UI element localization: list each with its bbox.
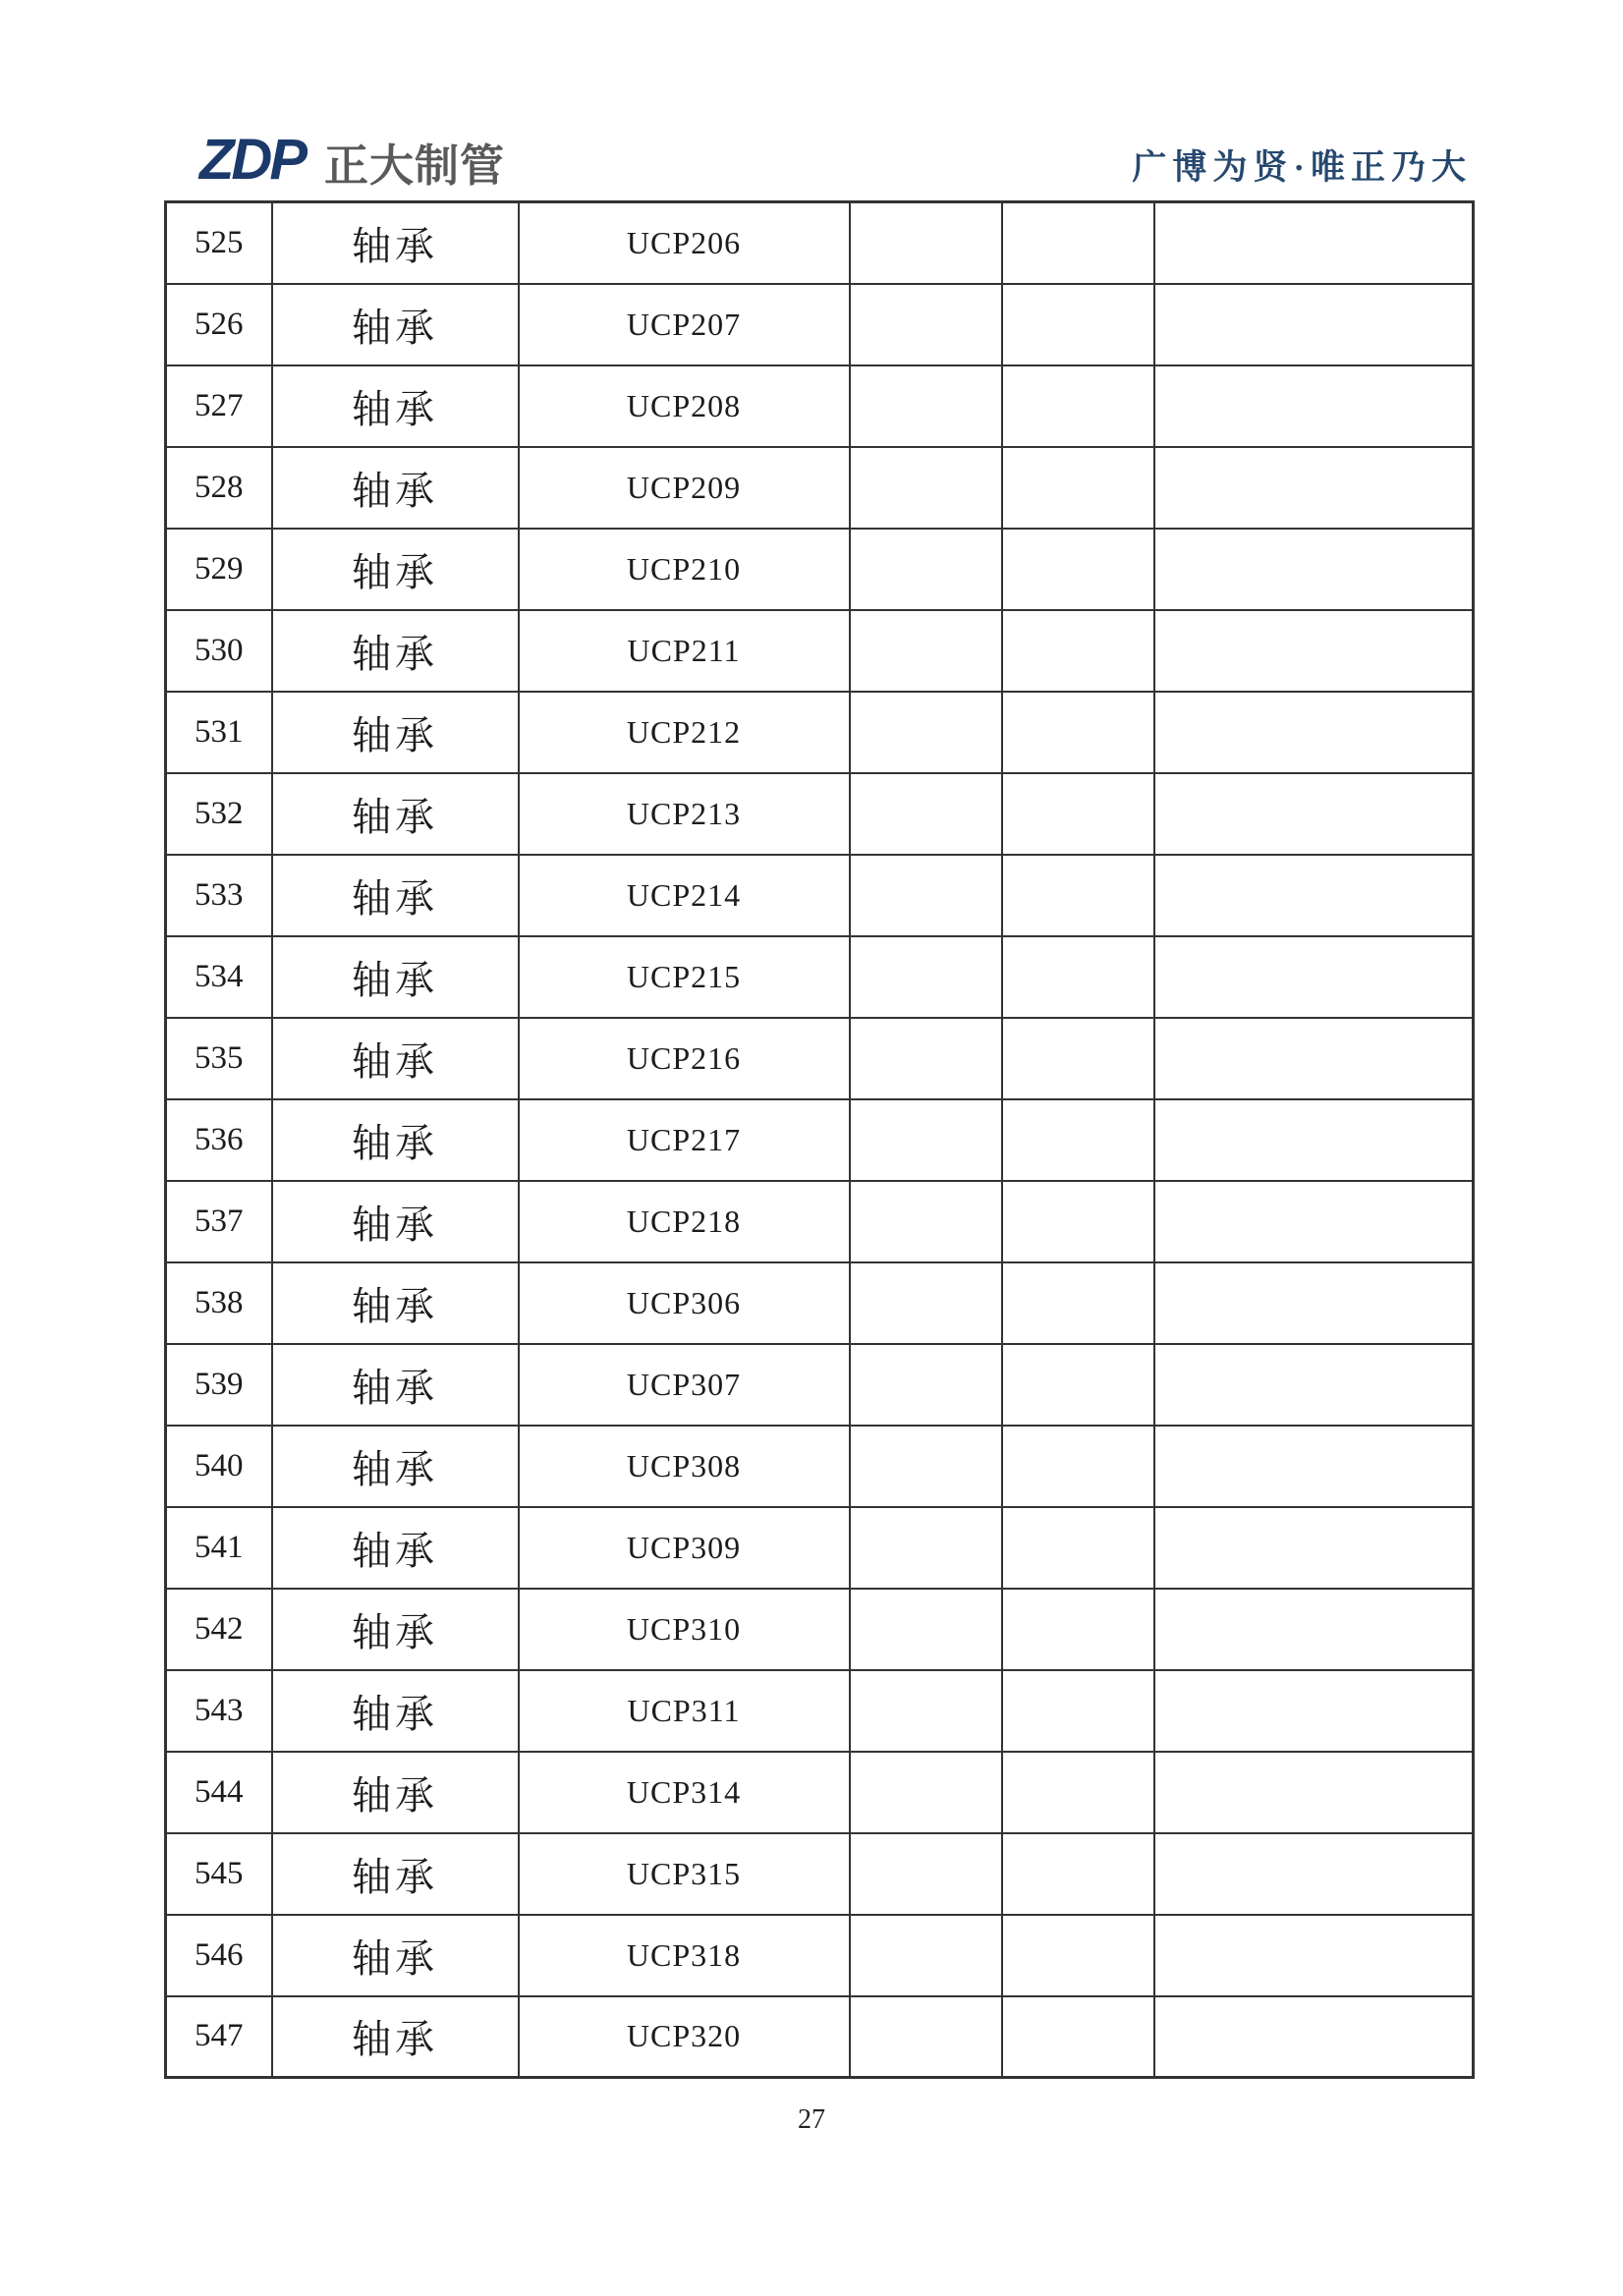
row-empty-cell xyxy=(1002,202,1154,284)
row-empty-cell xyxy=(850,1018,1002,1099)
row-empty-cell xyxy=(1154,1344,1474,1426)
row-serial: 536 xyxy=(166,1099,272,1181)
row-name: 轴承 xyxy=(272,284,519,365)
row-serial: 529 xyxy=(166,529,272,610)
row-name: 轴承 xyxy=(272,529,519,610)
row-name: 轴承 xyxy=(272,1670,519,1752)
table-row xyxy=(166,1018,1474,1099)
row-empty-cell xyxy=(850,936,1002,1018)
row-empty-cell xyxy=(1002,692,1154,773)
row-model: UCP314 xyxy=(519,1752,850,1833)
row-serial: 533 xyxy=(166,855,272,936)
table-row xyxy=(166,1670,1474,1752)
row-name: 轴承 xyxy=(272,936,519,1018)
row-empty-cell xyxy=(850,1752,1002,1833)
row-serial: 534 xyxy=(166,936,272,1018)
row-empty-cell xyxy=(1002,284,1154,365)
row-empty-cell xyxy=(1002,1752,1154,1833)
row-name: 轴承 xyxy=(272,1833,519,1915)
row-model: UCP311 xyxy=(519,1670,850,1752)
row-serial: 531 xyxy=(166,692,272,773)
row-empty-cell xyxy=(1002,1833,1154,1915)
row-name: 轴承 xyxy=(272,1018,519,1099)
row-empty-cell xyxy=(850,1833,1002,1915)
row-empty-cell xyxy=(850,1915,1002,1996)
table-row xyxy=(166,610,1474,692)
row-empty-cell xyxy=(850,1099,1002,1181)
row-empty-cell xyxy=(1002,1507,1154,1589)
row-empty-cell xyxy=(850,1181,1002,1262)
page-number: 27 xyxy=(798,2104,825,2135)
row-model: UCP209 xyxy=(519,447,850,529)
row-name: 轴承 xyxy=(272,1507,519,1589)
row-empty-cell xyxy=(1154,1181,1474,1262)
table-row xyxy=(166,1589,1474,1670)
row-name: 轴承 xyxy=(272,365,519,447)
row-empty-cell xyxy=(1154,1262,1474,1344)
row-empty-cell xyxy=(1002,1426,1154,1507)
row-name: 轴承 xyxy=(272,1099,519,1181)
row-serial: 543 xyxy=(166,1670,272,1752)
table-row xyxy=(166,284,1474,365)
row-model: UCP212 xyxy=(519,692,850,773)
table-row xyxy=(166,1833,1474,1915)
table-row xyxy=(166,1262,1474,1344)
row-empty-cell xyxy=(850,1589,1002,1670)
row-model: UCP216 xyxy=(519,1018,850,1099)
row-empty-cell xyxy=(1154,610,1474,692)
row-name: 轴承 xyxy=(272,1344,519,1426)
table-row xyxy=(166,1996,1474,2078)
row-empty-cell xyxy=(1002,529,1154,610)
row-name: 轴承 xyxy=(272,202,519,284)
row-model: UCP210 xyxy=(519,529,850,610)
company-name-text: 正大制管 xyxy=(324,140,506,192)
company-logo xyxy=(199,128,506,192)
row-model: UCP208 xyxy=(519,365,850,447)
row-empty-cell xyxy=(1002,936,1154,1018)
row-serial: 532 xyxy=(166,773,272,855)
row-name: 轴承 xyxy=(272,1262,519,1344)
row-model: UCP206 xyxy=(519,202,850,284)
row-name: 轴承 xyxy=(272,610,519,692)
table-row xyxy=(166,447,1474,529)
row-empty-cell xyxy=(850,1996,1002,2078)
row-serial: 546 xyxy=(166,1915,272,1996)
row-empty-cell xyxy=(1154,1507,1474,1589)
row-serial: 528 xyxy=(166,447,272,529)
row-name: 轴承 xyxy=(272,1996,519,2078)
row-model: UCP211 xyxy=(519,610,850,692)
row-empty-cell xyxy=(850,1262,1002,1344)
row-serial: 530 xyxy=(166,610,272,692)
parts-table xyxy=(164,200,1475,2079)
row-model: UCP307 xyxy=(519,1344,850,1426)
row-model: UCP207 xyxy=(519,284,850,365)
row-model: UCP310 xyxy=(519,1589,850,1670)
row-empty-cell xyxy=(1002,773,1154,855)
table-row xyxy=(166,1915,1474,1996)
row-empty-cell xyxy=(850,365,1002,447)
row-serial: 544 xyxy=(166,1752,272,1833)
row-model: UCP309 xyxy=(519,1507,850,1589)
row-empty-cell xyxy=(850,1426,1002,1507)
table-row xyxy=(166,1426,1474,1507)
row-empty-cell xyxy=(850,202,1002,284)
table-row xyxy=(166,936,1474,1018)
row-name: 轴承 xyxy=(272,1589,519,1670)
row-serial: 541 xyxy=(166,1507,272,1589)
table-row xyxy=(166,773,1474,855)
row-model: UCP315 xyxy=(519,1833,850,1915)
row-empty-cell xyxy=(850,1344,1002,1426)
row-empty-cell xyxy=(1002,1996,1154,2078)
row-serial: 539 xyxy=(166,1344,272,1426)
row-empty-cell xyxy=(1154,447,1474,529)
row-model: UCP215 xyxy=(519,936,850,1018)
row-name: 轴承 xyxy=(272,855,519,936)
row-model: UCP217 xyxy=(519,1099,850,1181)
row-empty-cell xyxy=(1154,936,1474,1018)
row-serial: 547 xyxy=(166,1996,272,2078)
row-name: 轴承 xyxy=(272,773,519,855)
zdp-logo-text: ZDP xyxy=(199,128,305,192)
row-empty-cell xyxy=(1154,202,1474,284)
row-model: UCP213 xyxy=(519,773,850,855)
row-empty-cell xyxy=(1002,1018,1154,1099)
page-header xyxy=(199,128,1472,192)
row-empty-cell xyxy=(850,1670,1002,1752)
row-empty-cell xyxy=(850,610,1002,692)
row-model: UCP308 xyxy=(519,1426,850,1507)
row-name: 轴承 xyxy=(272,692,519,773)
row-serial: 526 xyxy=(166,284,272,365)
row-name: 轴承 xyxy=(272,1915,519,1996)
table-row xyxy=(166,1181,1474,1262)
row-serial: 540 xyxy=(166,1426,272,1507)
row-empty-cell xyxy=(1002,855,1154,936)
row-empty-cell xyxy=(1154,1589,1474,1670)
row-empty-cell xyxy=(850,447,1002,529)
row-serial: 535 xyxy=(166,1018,272,1099)
row-empty-cell xyxy=(1002,447,1154,529)
row-model: UCP218 xyxy=(519,1181,850,1262)
row-empty-cell xyxy=(1154,1018,1474,1099)
row-empty-cell xyxy=(1002,1670,1154,1752)
row-empty-cell xyxy=(1154,529,1474,610)
row-empty-cell xyxy=(1154,692,1474,773)
row-name: 轴承 xyxy=(272,1752,519,1833)
row-model: UCP318 xyxy=(519,1915,850,1996)
row-empty-cell xyxy=(1154,773,1474,855)
row-empty-cell xyxy=(1154,1752,1474,1833)
table-row xyxy=(166,1752,1474,1833)
row-model: UCP306 xyxy=(519,1262,850,1344)
row-empty-cell xyxy=(1002,1589,1154,1670)
row-empty-cell xyxy=(1002,1099,1154,1181)
row-empty-cell xyxy=(1154,284,1474,365)
row-name: 轴承 xyxy=(272,447,519,529)
row-empty-cell xyxy=(850,529,1002,610)
table-row xyxy=(166,529,1474,610)
table-row xyxy=(166,1344,1474,1426)
row-empty-cell xyxy=(1154,855,1474,936)
row-empty-cell xyxy=(850,773,1002,855)
row-serial: 525 xyxy=(166,202,272,284)
table-row xyxy=(166,365,1474,447)
row-empty-cell xyxy=(1154,1833,1474,1915)
row-empty-cell xyxy=(850,284,1002,365)
table-row xyxy=(166,1099,1474,1181)
row-empty-cell xyxy=(850,1507,1002,1589)
table-row xyxy=(166,855,1474,936)
row-serial: 538 xyxy=(166,1262,272,1344)
row-empty-cell xyxy=(1002,1915,1154,1996)
row-empty-cell xyxy=(1002,1344,1154,1426)
row-empty-cell xyxy=(1154,1426,1474,1507)
row-serial: 537 xyxy=(166,1181,272,1262)
row-name: 轴承 xyxy=(272,1426,519,1507)
row-serial: 545 xyxy=(166,1833,272,1915)
table-row xyxy=(166,202,1474,284)
row-serial: 542 xyxy=(166,1589,272,1670)
row-empty-cell xyxy=(1154,1996,1474,2078)
row-serial: 527 xyxy=(166,365,272,447)
row-empty-cell xyxy=(1002,1262,1154,1344)
company-slogan: 广博为贤·唯正乃大 xyxy=(1132,147,1472,187)
table-body xyxy=(166,202,1474,2078)
row-empty-cell xyxy=(850,855,1002,936)
row-empty-cell xyxy=(1154,1099,1474,1181)
row-empty-cell xyxy=(1002,365,1154,447)
row-empty-cell xyxy=(1154,1670,1474,1752)
row-name: 轴承 xyxy=(272,1181,519,1262)
row-empty-cell xyxy=(1154,1915,1474,1996)
row-empty-cell xyxy=(850,692,1002,773)
table-row xyxy=(166,692,1474,773)
row-model: UCP214 xyxy=(519,855,850,936)
table-row xyxy=(166,1507,1474,1589)
row-model: UCP320 xyxy=(519,1996,850,2078)
row-empty-cell xyxy=(1002,610,1154,692)
row-empty-cell xyxy=(1154,365,1474,447)
row-empty-cell xyxy=(1002,1181,1154,1262)
